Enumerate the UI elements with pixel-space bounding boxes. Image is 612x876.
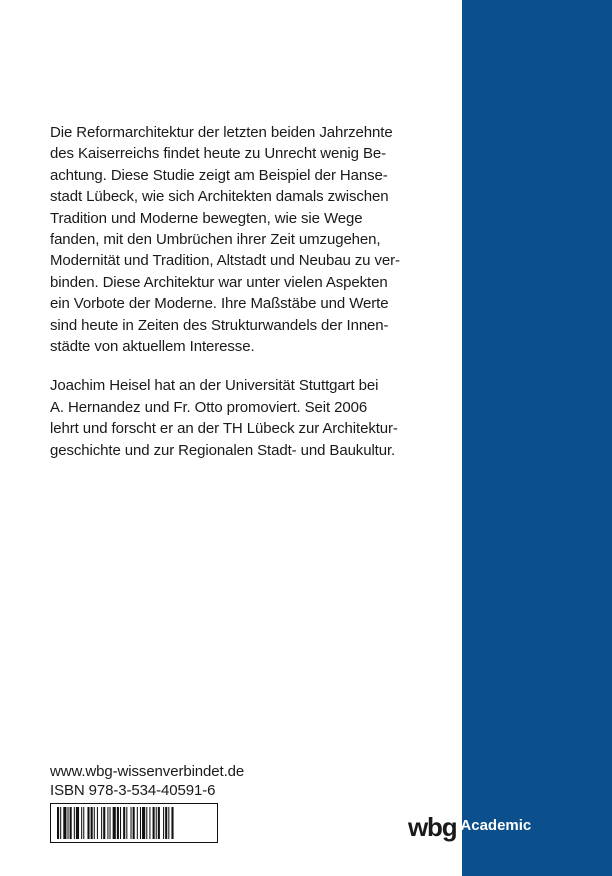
back-cover-blurb [50,122,450,479]
text-line: stadt Lübeck, wie sich Architekten damals zwischen [50,188,389,206]
text-line: sind heute in Zeiten des Strukturwandels der Innen- [50,316,389,334]
barcode-bars [55,807,213,839]
text-line: binden. Diese Architektur war unter vielen Aspekten [50,273,388,291]
author-bio-paragraph [50,375,450,461]
text-line: Die Reformarchitektur der letzten beiden Jahrzehnte [50,124,393,141]
text-line: lehrt und forscht er an der TH Lübeck zur Architektur- [50,420,398,438]
isbn-barcode [50,803,218,843]
isbn-number: ISBN 978-3-534-40591-6 [50,782,216,799]
text-line: städte von aktuellem Interesse. [50,338,255,356]
text-line: des Kaiserreichs findet heute zu Unrecht wenig Be- [50,145,387,163]
website-url: www.wbg-wissenverbindet.de [50,763,245,780]
publisher-info [50,762,244,800]
text-line: achtung. Diese Studie zeigt am Beispiel der Hanse- [50,166,388,184]
text-line: fanden, mit den Umbrüchen ihrer Zeit umzugehen, [50,231,381,249]
blue-side-band [462,0,612,876]
text-line: geschichte und zur Regionalen Stadt- und Baukultur. [50,441,396,459]
text-line: ein Vorbote der Moderne. Ihre Maßstäbe und Werte [50,295,389,313]
description-paragraph [50,122,450,357]
text-line: A. Hernandez und Fr. Otto promoviert. Seit 2006 [50,398,368,416]
text-line: Joachim Heisel hat an der Universität Stuttgart bei [50,377,379,395]
text-line: Tradition und Moderne bewegten, wie sie Wege [50,209,363,227]
logo-imprint: Academic [460,817,532,834]
publisher-logo [408,814,531,840]
text-line: Modernität und Tradition, Altstadt und Neubau zu ver- [50,252,400,270]
logo-wordmark: wbg [408,812,457,842]
